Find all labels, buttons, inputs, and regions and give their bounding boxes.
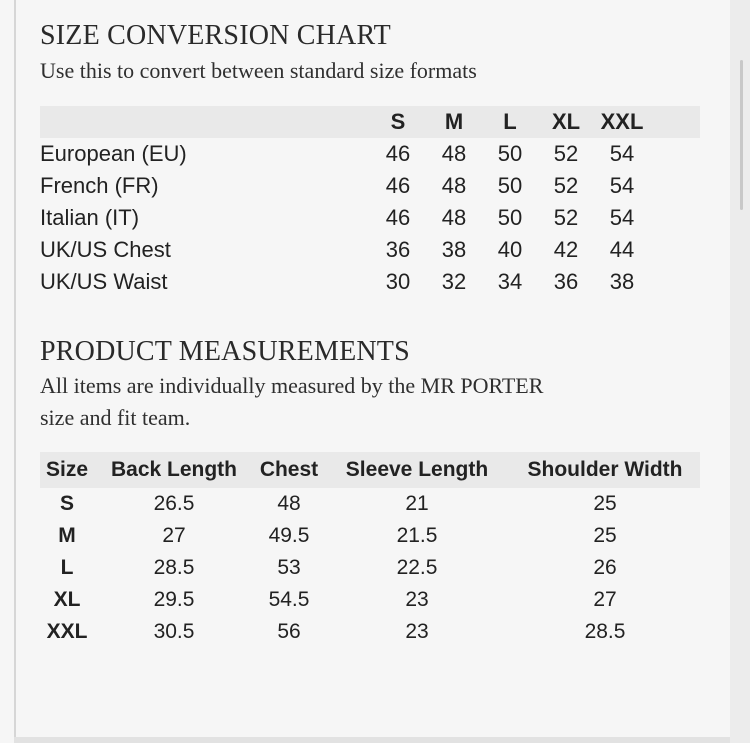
header-chest: Chest [259, 458, 319, 481]
header-sleeve-length: Sleeve Length [345, 458, 489, 481]
measurements-subtitle-line1: All items are individually measured by the MR PORTER [40, 373, 544, 398]
scrollbar-thumb[interactable] [740, 60, 743, 210]
shoulder-width-cell: 25 [593, 492, 617, 515]
table-cell: 40 [497, 237, 523, 262]
chest-cell: 53 [277, 556, 301, 579]
table-cell: 36 [553, 269, 579, 294]
table-cell: 48 [441, 205, 467, 230]
table-cell: 42 [553, 237, 579, 262]
back-length-cell: 30.5 [153, 620, 195, 643]
conversion-subtitle: Use this to convert between standard size formats [40, 58, 477, 83]
table-cell: 54 [609, 205, 635, 230]
sleeve-length-cell: 21 [405, 492, 429, 515]
table-cell: 46 [385, 141, 411, 166]
measurements-table [40, 452, 700, 648]
table-cell: 48 [441, 173, 467, 198]
measurements-title: PRODUCT MEASUREMENTS [40, 336, 410, 367]
back-length-cell: 28.5 [153, 556, 195, 579]
table-cell: 34 [497, 269, 523, 294]
back-length-cell: 29.5 [153, 588, 195, 611]
table-row [40, 584, 700, 616]
table-cell: 50 [497, 205, 523, 230]
chest-cell: 54.5 [268, 588, 310, 611]
table-row [40, 552, 700, 584]
shoulder-width-cell: 28.5 [584, 620, 626, 643]
table-cell: 38 [441, 237, 467, 262]
table-cell: 52 [553, 173, 579, 198]
row-label: UK/US Waist [40, 269, 168, 294]
table-cell: 54 [609, 141, 635, 166]
row-label: Italian (IT) [40, 205, 140, 230]
table-row [40, 488, 700, 520]
conversion-title: SIZE CONVERSION CHART [40, 20, 391, 51]
conversion-header-cell: M [444, 109, 464, 134]
row-label: UK/US Chest [40, 237, 171, 262]
table-cell: 46 [385, 173, 411, 198]
table-row [40, 234, 700, 266]
header-back-length: Back Length [110, 458, 238, 481]
table-cell: 52 [553, 205, 579, 230]
table-row [40, 266, 700, 298]
conversion-header-row [40, 106, 700, 138]
table-cell: 50 [497, 173, 523, 198]
sleeve-length-cell: 23 [405, 588, 429, 611]
table-cell: 50 [497, 141, 523, 166]
bottom-border [14, 737, 730, 743]
table-row [40, 520, 700, 552]
conversion-table [40, 106, 700, 298]
back-length-cell: 27 [162, 524, 186, 547]
header-size: Size [45, 458, 89, 481]
table-cell: 44 [609, 237, 635, 262]
row-label: European (EU) [40, 141, 187, 166]
table-cell: 48 [441, 141, 467, 166]
size-cell: XL [53, 588, 81, 611]
table-row [40, 138, 700, 170]
shoulder-width-cell: 25 [593, 524, 617, 547]
conversion-header-cell: XL [551, 109, 581, 134]
table-cell: 36 [385, 237, 411, 262]
table-cell: 54 [609, 173, 635, 198]
left-border [14, 0, 16, 743]
shoulder-width-cell: 27 [593, 588, 617, 611]
conversion-header-cell: L [503, 109, 517, 134]
conversion-header-cell: S [390, 109, 406, 134]
table-row [40, 170, 700, 202]
header-shoulder-width: Shoulder Width [527, 458, 683, 481]
table-cell: 32 [441, 269, 467, 294]
conversion-header-cell: XXL [600, 109, 644, 134]
table-cell: 38 [609, 269, 635, 294]
chest-cell: 48 [277, 492, 301, 515]
size-cell: L [60, 556, 74, 579]
table-cell: 46 [385, 205, 411, 230]
measurements-subtitle-line2: size and fit team. [40, 405, 191, 430]
chest-cell: 49.5 [268, 524, 310, 547]
sleeve-length-cell: 23 [405, 620, 429, 643]
sleeve-length-cell: 22.5 [396, 556, 438, 579]
back-length-cell: 26.5 [153, 492, 195, 515]
table-cell: 30 [385, 269, 411, 294]
table-row [40, 616, 700, 648]
scrollbar[interactable] [730, 0, 750, 743]
sleeve-length-cell: 21.5 [396, 524, 438, 547]
row-label: French (FR) [40, 173, 159, 198]
table-cell: 52 [553, 141, 579, 166]
shoulder-width-cell: 26 [593, 556, 617, 579]
chest-cell: 56 [277, 620, 301, 643]
size-cell: M [58, 524, 76, 547]
size-cell: XXL [46, 620, 88, 643]
table-row [40, 202, 700, 234]
measurements-header-row [40, 452, 700, 488]
size-cell: S [59, 492, 74, 515]
